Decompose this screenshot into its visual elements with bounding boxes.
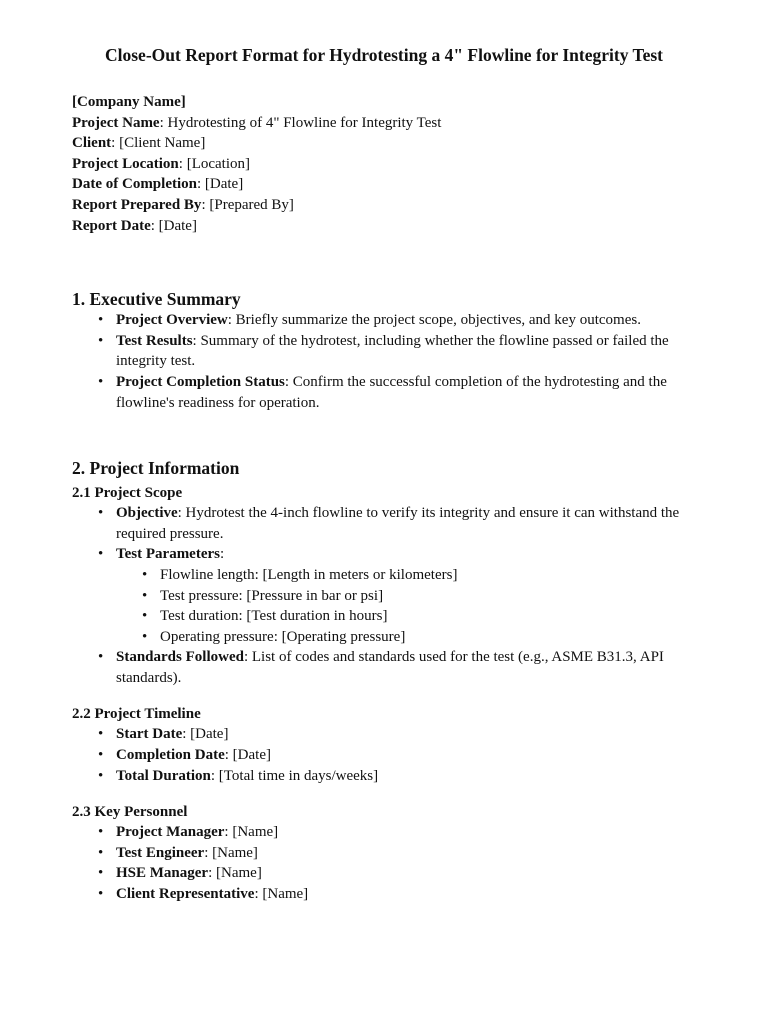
list-item: • Test Parameters: • Flowline length: [Length in meters or kilometers] • Test pressure: [Pressure in bar or psi] • Test duration: [Test duration in hours] • Operating pressure: [Operating pressure] — [116, 544, 696, 647]
meta-date-of-completion: Date of Completion: [Date] — [72, 176, 244, 193]
list-item: • Operating pressure: [Operating pressure] — [160, 627, 696, 648]
list-item: • Total Duration: [Total time in days/weeks] — [116, 766, 696, 787]
key-personnel-list — [72, 822, 696, 904]
list-item: • Test Engineer: [Name] — [116, 843, 696, 864]
list-item: • Test duration: [Test duration in hours] — [160, 606, 696, 627]
project-timeline-list — [72, 724, 696, 786]
subsection-key-personnel-heading: 2.3 Key Personnel — [72, 804, 188, 821]
section-executive-summary-heading: 1. Executive Summary — [72, 289, 241, 310]
company-name: [Company Name] — [72, 94, 186, 110]
list-item: • Test pressure: [Pressure in bar or psi] — [160, 586, 696, 607]
list-item: • Project Completion Status: Confirm the successful completion of the hydrotesting and the flowline's readiness for operation. — [116, 372, 696, 413]
list-item: • Completion Date: [Date] — [116, 745, 696, 766]
subsection-project-scope-heading: 2.1 Project Scope — [72, 485, 183, 502]
list-item: • Objective: Hydrotest the 4-inch flowline to verify its integrity and ensure it can withstand the required pressure. — [116, 503, 696, 544]
meta-report-prepared-by: Report Prepared By: [Prepared By] — [72, 196, 294, 213]
report-header-info — [72, 92, 696, 236]
executive-summary-list — [72, 310, 696, 413]
subsection-project-timeline-heading: 2.2 Project Timeline — [72, 706, 201, 723]
meta-project-name: Project Name: Hydrotesting of 4" Flowline for Integrity Test — [72, 114, 442, 131]
section-project-information-heading: 2. Project Information — [72, 458, 240, 479]
list-item: • Standards Followed: List of codes and standards used for the test (e.g., ASME B31.3, API standards). — [116, 647, 696, 688]
test-parameters-list — [116, 565, 696, 647]
meta-report-date: Report Date: [Date] — [72, 217, 197, 234]
list-item: • Test Results: Summary of the hydrotest, including whether the flowline passed or failed the integrity test. — [116, 331, 696, 372]
list-item: • HSE Manager: [Name] — [116, 863, 696, 884]
document-title: Close-Out Report Format for Hydrotesting a 4" Flowline for Integrity Test — [105, 45, 663, 65]
list-item: • Project Overview: Briefly summarize the project scope, objectives, and key outcomes. — [116, 310, 696, 331]
list-item: • Project Manager: [Name] — [116, 822, 696, 843]
list-item: • Flowline length: [Length in meters or kilometers] — [160, 565, 696, 586]
list-item: • Client Representative: [Name] — [116, 884, 696, 905]
project-scope-list — [72, 503, 696, 688]
list-item: • Start Date: [Date] — [116, 724, 696, 745]
meta-client: Client: [Client Name] — [72, 135, 206, 152]
meta-project-location: Project Location: [Location] — [72, 155, 251, 172]
